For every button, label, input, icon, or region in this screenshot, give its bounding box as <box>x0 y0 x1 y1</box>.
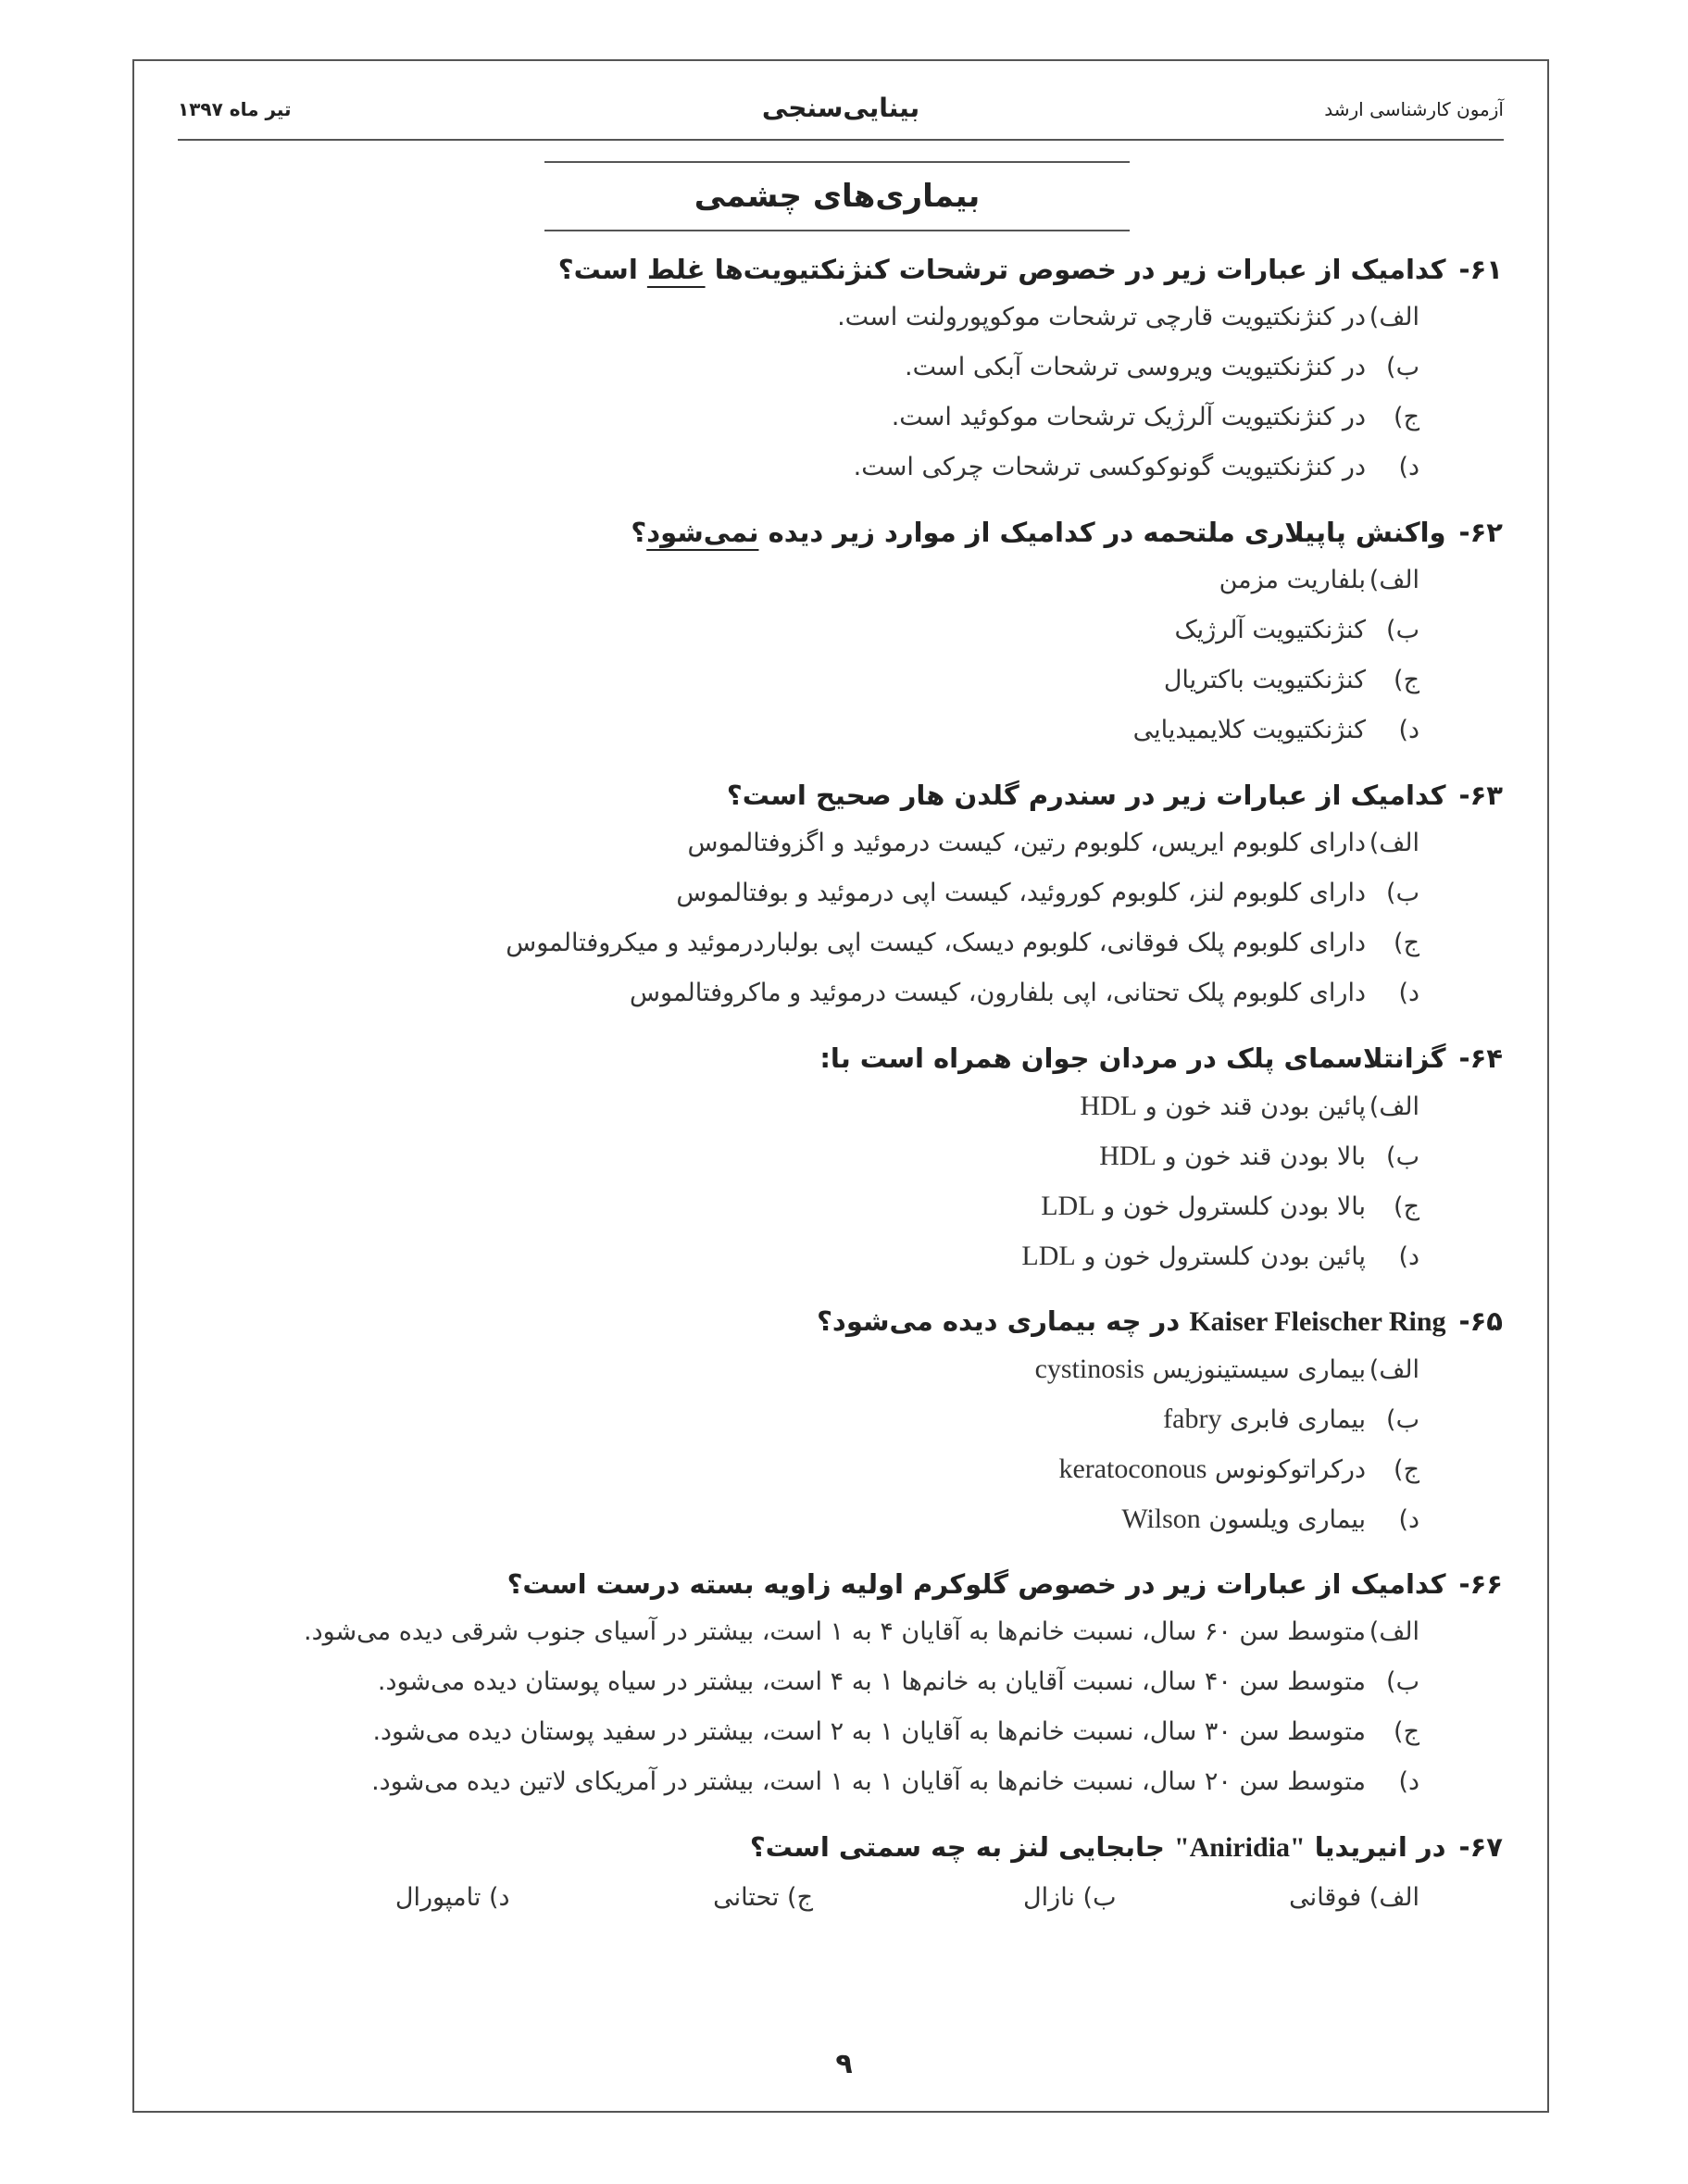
inline-options <box>206 1870 1503 1926</box>
question-64 <box>206 1035 1503 1281</box>
header-date: تیر ماه ۱۳۹۷ <box>178 98 292 120</box>
question-number: ۶۷- <box>1458 1831 1503 1863</box>
underlined-word: غلط <box>646 254 706 285</box>
option-a[interactable]: الف) فوقانی <box>1289 1883 1419 1912</box>
question-61 <box>206 246 1503 493</box>
question-62 <box>206 509 1503 755</box>
header-subject: بینایی‌سنجی <box>761 93 920 123</box>
question-stem <box>206 772 1503 818</box>
page-header <box>178 93 1504 141</box>
option-b[interactable]: ب) بالا بودن قند خون و HDL <box>1099 1141 1419 1171</box>
option-c[interactable]: ج) دارای کلوبوم پلک فوقانی، کلوبوم دیسک، کیست اپی بولباردرموئید و میکروفتالموس <box>506 929 1419 957</box>
question-text: گزانتلاسمای پلک در مردان جوان همراه است با: <box>819 1042 1446 1074</box>
question-number: ۶۵- <box>1458 1305 1503 1337</box>
option-a[interactable]: الف) متوسط سن ۶۰ سال، نسبت خانم‌ها به آقایان ۴ به ۱ است، بیشتر در آسیای جنوب شرقی دیده می‌شود. <box>304 1617 1419 1646</box>
question-number: ۶۶- <box>1458 1568 1503 1600</box>
option-c[interactable]: ج) تحتانی <box>713 1883 813 1912</box>
header-exam-name: آزمون کارشناسی ارشد <box>1324 98 1504 120</box>
question-stem <box>206 246 1503 293</box>
option-d[interactable]: د) دارای کلوبوم پلک تحتانی، اپی بلفارون، کیست درموئید و ماکروفتالموس <box>630 979 1419 1007</box>
question-67 <box>206 1824 1503 1926</box>
option-b[interactable]: ب) بیماری فابری fabry <box>1163 1404 1419 1434</box>
question-stem <box>206 1561 1503 1607</box>
question-text: کدامیک از عبارات زیر در سندرم گلدن هار صحیح است؟ <box>726 780 1446 811</box>
question-number: ۶۱- <box>1458 254 1503 285</box>
option-d[interactable]: د) در کنژنکتیویت گونوکوکسی ترشحات چرکی است. <box>853 453 1419 481</box>
option-c[interactable]: ج) در کنژنکتیویت آلرژیک ترشحات موکوئید است. <box>891 403 1419 431</box>
question-text: در انیریدیا "Aniridia" جابجایی لنز به چه سمتی است؟ <box>749 1831 1446 1863</box>
question-number: ۶۳- <box>1458 780 1503 811</box>
option-b[interactable]: ب) کنژنکتیویت آلرژیک <box>1174 616 1419 644</box>
question-number: ۶۴- <box>1458 1042 1503 1074</box>
option-c[interactable]: ج) درکراتوکونوس keratoconous <box>1058 1454 1419 1484</box>
question-number: ۶۲- <box>1458 517 1503 548</box>
option-a[interactable]: الف) بیماری سیستینوزیس cystinosis <box>1034 1354 1419 1384</box>
option-b[interactable]: ب) متوسط سن ۴۰ سال، نسبت آقایان به خانم‌ها ۱ به ۴ است، بیشتر در سیاه پوستان دیده می‌شود. <box>377 1667 1419 1696</box>
option-c[interactable]: ج) متوسط سن ۳۰ سال، نسبت خانم‌ها به آقایان ۱ به ۲ است، بیشتر در سفید پوستان دیده می‌شود. <box>372 1717 1419 1746</box>
option-d[interactable]: د) متوسط سن ۲۰ سال، نسبت خانم‌ها به آقایان ۱ به ۱ است، بیشتر در آمریکای لاتین دیده می‌شود. <box>371 1767 1419 1796</box>
option-d[interactable]: د) بیماری ویلسون Wilson <box>1121 1504 1419 1534</box>
option-c[interactable]: ج) بالا بودن کلسترول خون و LDL <box>1041 1191 1419 1221</box>
question-text: کدامیک از عبارات زیر در خصوص ترشحات کنژنکتیویت‌ها غلط است؟ <box>557 254 1446 285</box>
question-text: واکنش پاپیلاری ملتحمه در کدامیک از موارد زیر دیده نمی‌شود؟ <box>631 517 1446 548</box>
option-b[interactable]: ب) نازال <box>1023 1883 1117 1912</box>
question-stem <box>206 1035 1503 1081</box>
question-66 <box>206 1561 1503 1807</box>
option-d[interactable]: د) پائین بودن کلسترول خون و LDL <box>1021 1241 1419 1271</box>
option-b[interactable]: ب) دارای کلوبوم لنز، کلوبوم کوروئید، کیست اپی درموئید و بوفتالموس <box>676 879 1419 907</box>
underlined-word: نمی‌شود <box>646 517 759 548</box>
option-a[interactable]: الف) دارای کلوبوم ایریس، کلوبوم رتین، کیست درموئید و اگزوفتالموس <box>687 829 1419 857</box>
page-number: ۹ <box>835 2048 853 2080</box>
option-a[interactable]: الف) بلفاریت مزمن <box>1219 566 1419 594</box>
option-d[interactable]: د) کنژنکتیویت کلایمیدیایی <box>1132 716 1419 744</box>
option-c[interactable]: ج) کنژنکتیویت باکتریال <box>1163 666 1419 694</box>
section-title: بیماری‌های چشمی <box>694 178 981 215</box>
question-text: Kaiser Fleischer Ring در چه بیماری دیده می‌شود؟ <box>817 1305 1446 1337</box>
option-d[interactable]: د) تامپورال <box>394 1883 510 1912</box>
question-stem <box>206 509 1503 555</box>
questions-list <box>206 246 1503 1942</box>
question-63 <box>206 772 1503 1018</box>
question-stem <box>206 1824 1503 1870</box>
option-a[interactable]: الف) در کنژنکتیویت قارچی ترشحات موکوپورولنت است. <box>837 303 1419 331</box>
question-text: کدامیک از عبارات زیر در خصوص گلوکرم اولیه زاویه بسته درست است؟ <box>506 1568 1446 1600</box>
question-stem <box>206 1298 1503 1344</box>
section-title-box <box>544 161 1130 231</box>
option-b[interactable]: ب) در کنژنکتیویت ویروسی ترشحات آبکی است. <box>905 353 1419 381</box>
question-65 <box>206 1298 1503 1544</box>
option-a[interactable]: الف) پائین بودن قند خون و HDL <box>1080 1091 1419 1121</box>
